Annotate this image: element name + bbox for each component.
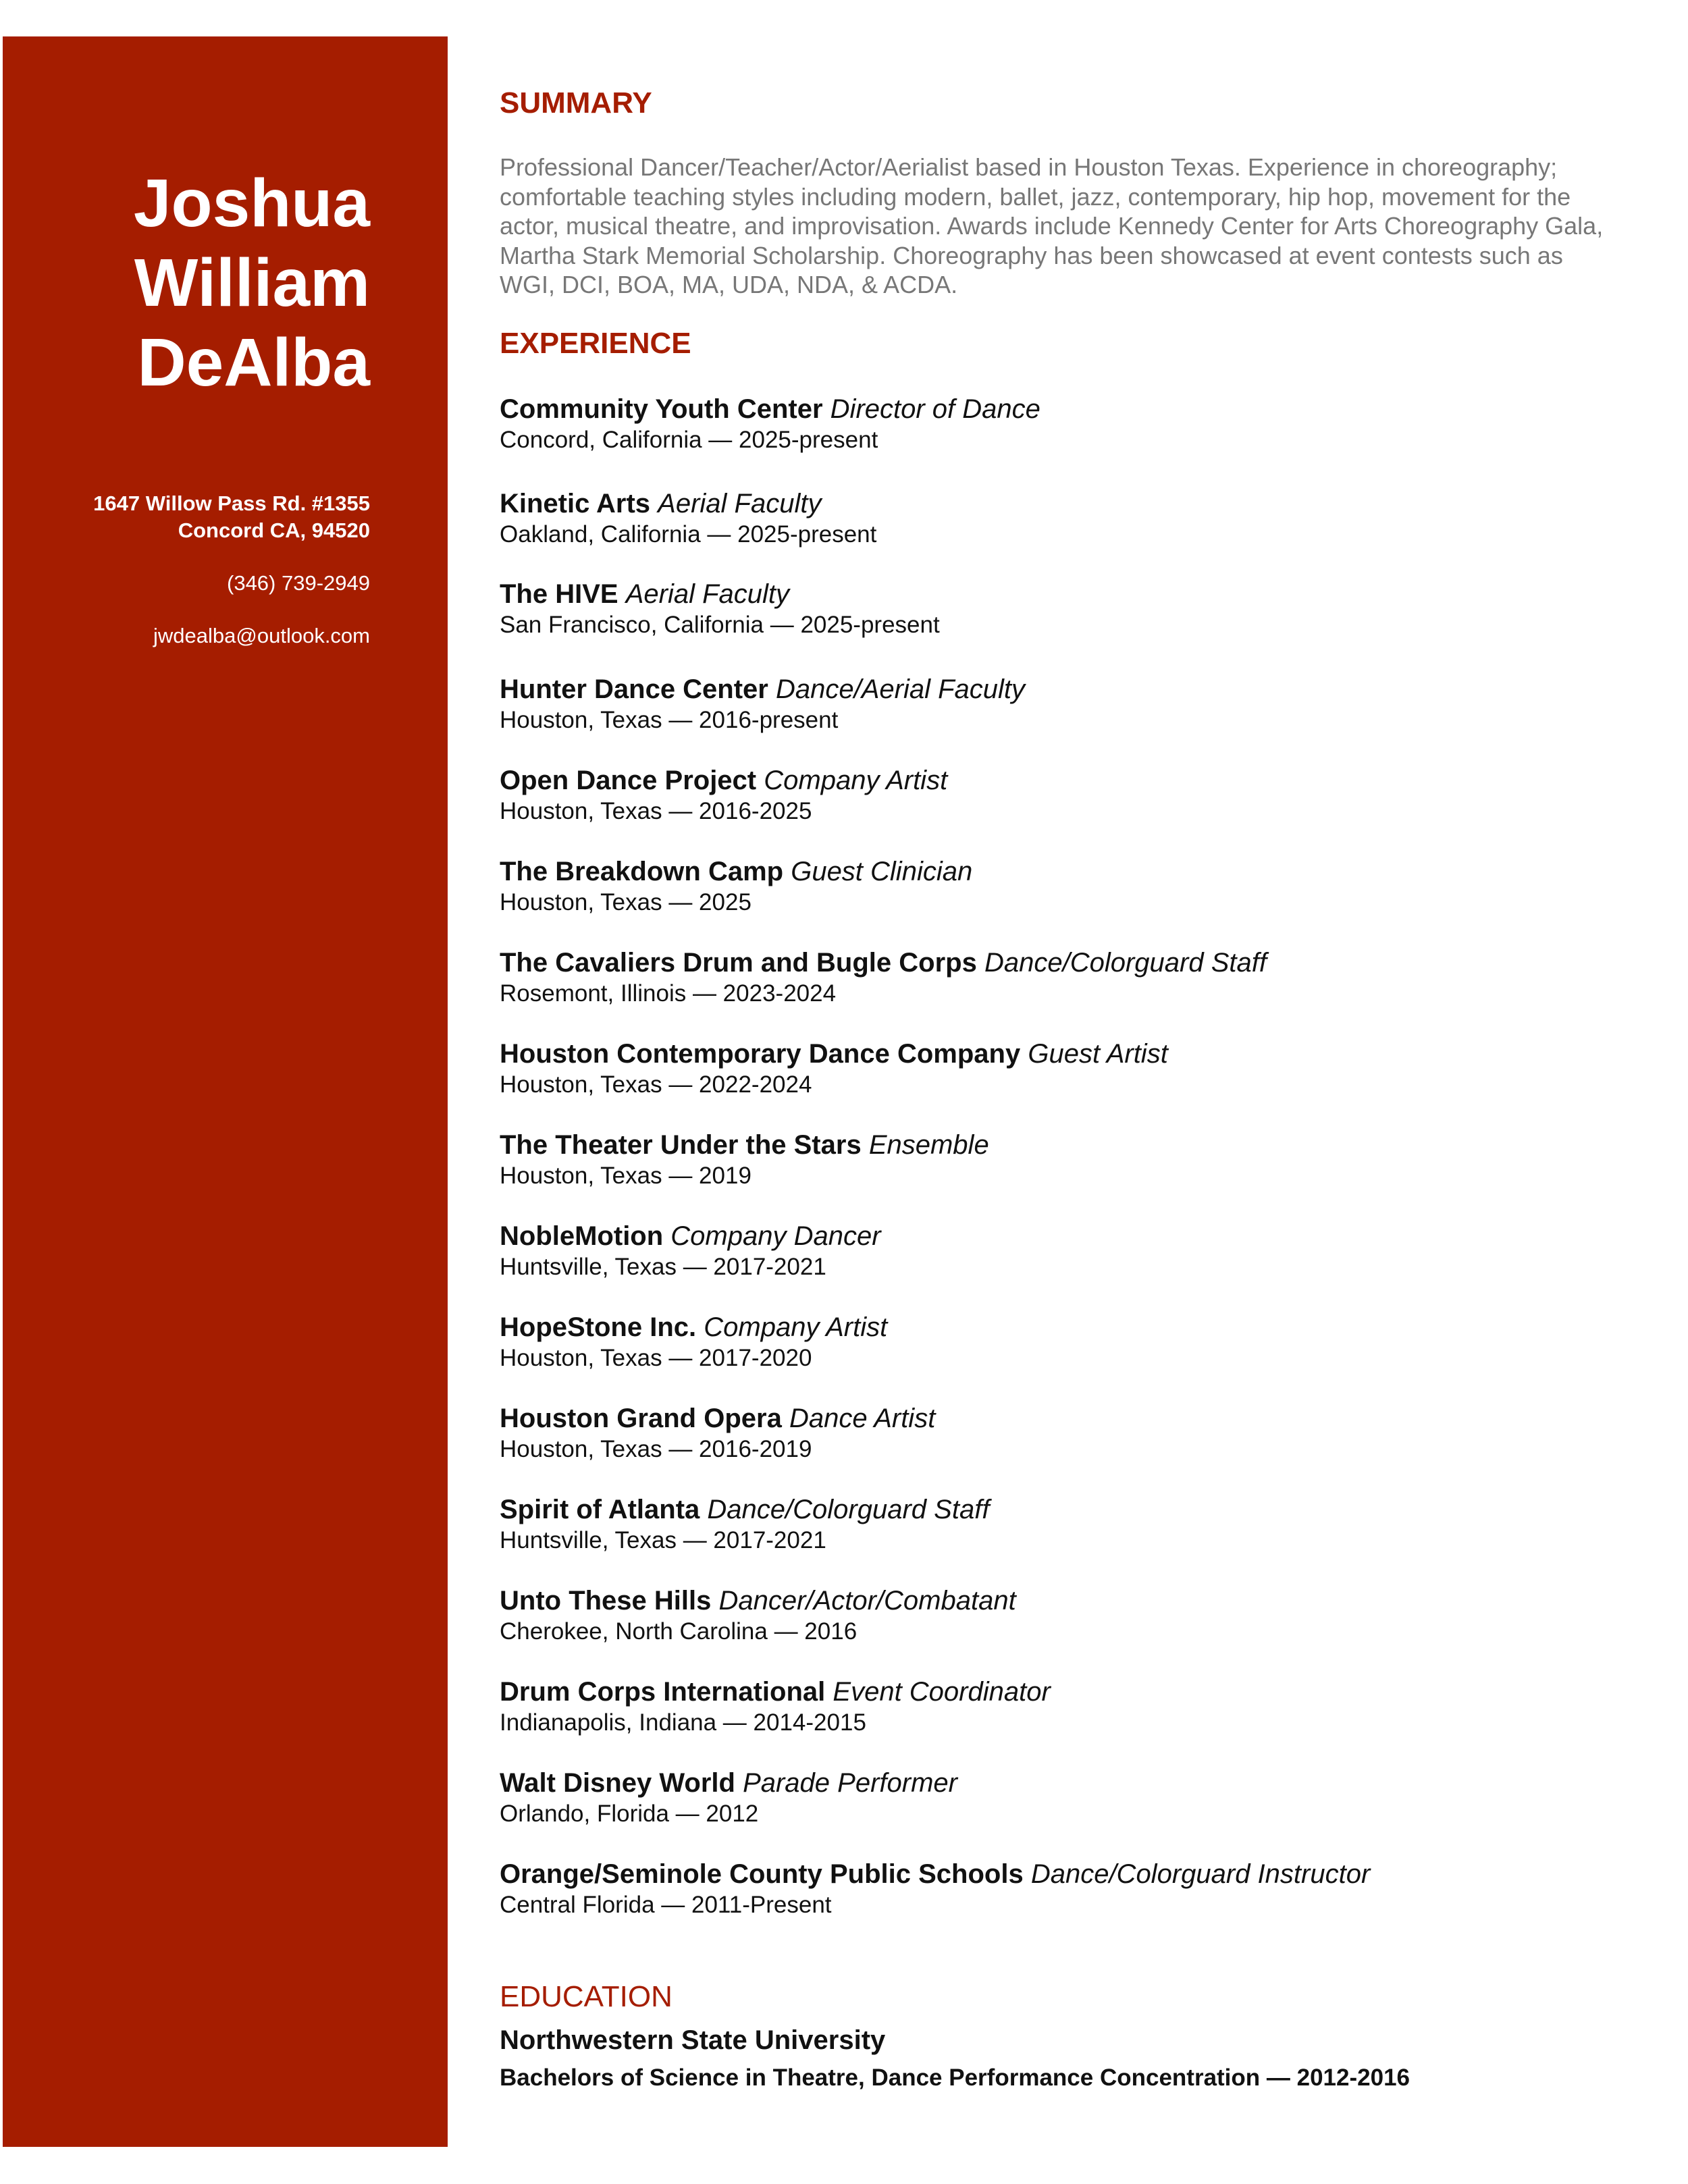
job-role: Aerial Faculty: [625, 579, 790, 609]
job-entry: [500, 1858, 1647, 1920]
job-detail: Huntsville, Texas — 2017-2021: [500, 1254, 826, 1280]
name-line-last: DeAlba: [137, 325, 370, 400]
job-org: Kinetic Arts: [500, 489, 651, 518]
job-org: Unto These Hills: [500, 1586, 712, 1616]
education-heading: EDUCATION: [500, 1980, 672, 2013]
job-detail: Indianapolis, Indiana — 2014-2015: [500, 1709, 866, 1736]
job-role: Director of Dance: [830, 394, 1040, 424]
job-org: Open Dance Project: [500, 766, 757, 795]
education-degree: Bachelors of Science in Theatre, Dance Performance Concentration — 2012-2016: [500, 2065, 1410, 2091]
job-detail: Houston, Texas — 2017-2020: [500, 1345, 812, 1371]
job-entry: [500, 1767, 1647, 1829]
education-school: Northwestern State University: [500, 2025, 886, 2055]
job-detail: Houston, Texas — 2019: [500, 1163, 751, 1189]
job-org: Walt Disney World: [500, 1768, 735, 1798]
job-detail: San Francisco, California — 2025-present: [500, 612, 940, 638]
sidebar: [3, 36, 448, 2147]
job-role: Dancer/Actor/Combatant: [718, 1586, 1016, 1616]
email-address[interactable]: jwdealba@outlook.com: [153, 624, 370, 647]
job-entry: [500, 1220, 1647, 1282]
job-role: Aerial Faculty: [658, 489, 822, 518]
job-detail: Huntsville, Texas — 2017-2021: [500, 1527, 826, 1553]
job-entry: [500, 1129, 1647, 1191]
job-entry: [500, 1493, 1647, 1555]
job-role: Company Artist: [704, 1312, 888, 1342]
job-entry: [500, 1311, 1647, 1373]
job-org: Orange/Seminole County Public Schools: [500, 1859, 1024, 1889]
job-role: Parade Performer: [743, 1768, 957, 1798]
job-org: Hunter Dance Center: [500, 674, 768, 704]
job-role: Company Artist: [764, 766, 948, 795]
job-detail: Cherokee, North Carolina — 2016: [500, 1618, 858, 1645]
job-org: The Theater Under the Stars: [500, 1130, 862, 1160]
job-entry: [500, 947, 1647, 1009]
contact-info: [93, 490, 370, 649]
job-detail: Rosemont, Illinois — 2023-2024: [500, 980, 837, 1007]
job-entry: [500, 1676, 1647, 1738]
job-role: Ensemble: [868, 1130, 989, 1160]
job-entry: [500, 487, 1647, 550]
job-detail: Houston, Texas — 2016-2019: [500, 1436, 812, 1462]
address-line-1: 1647 Willow Pass Rd. #1355: [93, 491, 370, 515]
job-detail: Concord, California — 2025-present: [500, 427, 878, 453]
job-entry: [500, 1584, 1647, 1647]
job-role: Dance/Colorguard Instructor: [1030, 1859, 1371, 1889]
summary-heading: SUMMARY: [500, 86, 652, 119]
job-org: NobleMotion: [500, 1221, 664, 1251]
job-detail: Houston, Texas — 2022-2024: [500, 1071, 812, 1098]
job-detail: Oakland, California — 2025-present: [500, 521, 877, 548]
job-org: Houston Grand Opera: [500, 1404, 782, 1433]
job-role: Dance/Colorguard Staff: [707, 1495, 990, 1524]
job-entry: [500, 1402, 1647, 1464]
job-org: Houston Contemporary Dance Company: [500, 1039, 1021, 1069]
job-org: Spirit of Atlanta: [500, 1495, 700, 1524]
job-entry: [500, 764, 1647, 826]
job-detail: Orlando, Florida — 2012: [500, 1801, 759, 1827]
job-detail: Houston, Texas — 2025: [500, 889, 751, 915]
job-entry: [500, 673, 1647, 735]
job-org: The Cavaliers Drum and Bugle Corps: [500, 948, 977, 978]
job-role: Guest Clinician: [791, 857, 973, 886]
job-org: The Breakdown Camp: [500, 857, 784, 886]
job-role: Company Dancer: [670, 1221, 881, 1251]
job-detail: Houston, Texas — 2016-present: [500, 707, 839, 733]
person-name: [134, 163, 370, 402]
job-entry: [500, 855, 1647, 917]
name-line-middle: William: [134, 245, 370, 321]
job-role: Guest Artist: [1028, 1039, 1168, 1069]
name-line-first: Joshua: [133, 165, 370, 241]
summary-text: Professional Dancer/Teacher/Actor/Aerialist based in Houston Texas. Experience in choreography; comfortable teaching styles including modern, ballet, jazz, contemporary, hip hop, movement for the actor, musical theatre, and improvisation. Awards include Kennedy Center for Arts Choreography Gala, Martha Stark Memorial Scholarship. Choreography has been showcased at event contests such as WGI, DCI, BOA, MA, UDA, NDA, & ACDA.: [500, 153, 1604, 298]
address-line-2: Concord CA, 94520: [178, 518, 370, 542]
job-org: HopeStone Inc.: [500, 1312, 697, 1342]
job-entry: [500, 1038, 1647, 1100]
job-role: Dance/Colorguard Staff: [984, 948, 1267, 978]
job-org: The HIVE: [500, 579, 618, 609]
job-entry: [500, 578, 1647, 640]
job-detail: Houston, Texas — 2016-2025: [500, 798, 812, 824]
job-entry: [500, 393, 1647, 455]
experience-heading: EXPERIENCE: [500, 327, 691, 360]
job-detail: Central Florida — 2011-Present: [500, 1892, 832, 1918]
job-role: Dance Artist: [789, 1404, 936, 1433]
job-role: Dance/Aerial Faculty: [776, 674, 1026, 704]
job-org: Drum Corps International: [500, 1677, 826, 1707]
phone-number: (346) 739-2949: [227, 571, 370, 595]
job-org: Community Youth Center: [500, 394, 823, 424]
education-entry: [500, 2024, 1647, 2094]
job-role: Event Coordinator: [833, 1677, 1051, 1707]
